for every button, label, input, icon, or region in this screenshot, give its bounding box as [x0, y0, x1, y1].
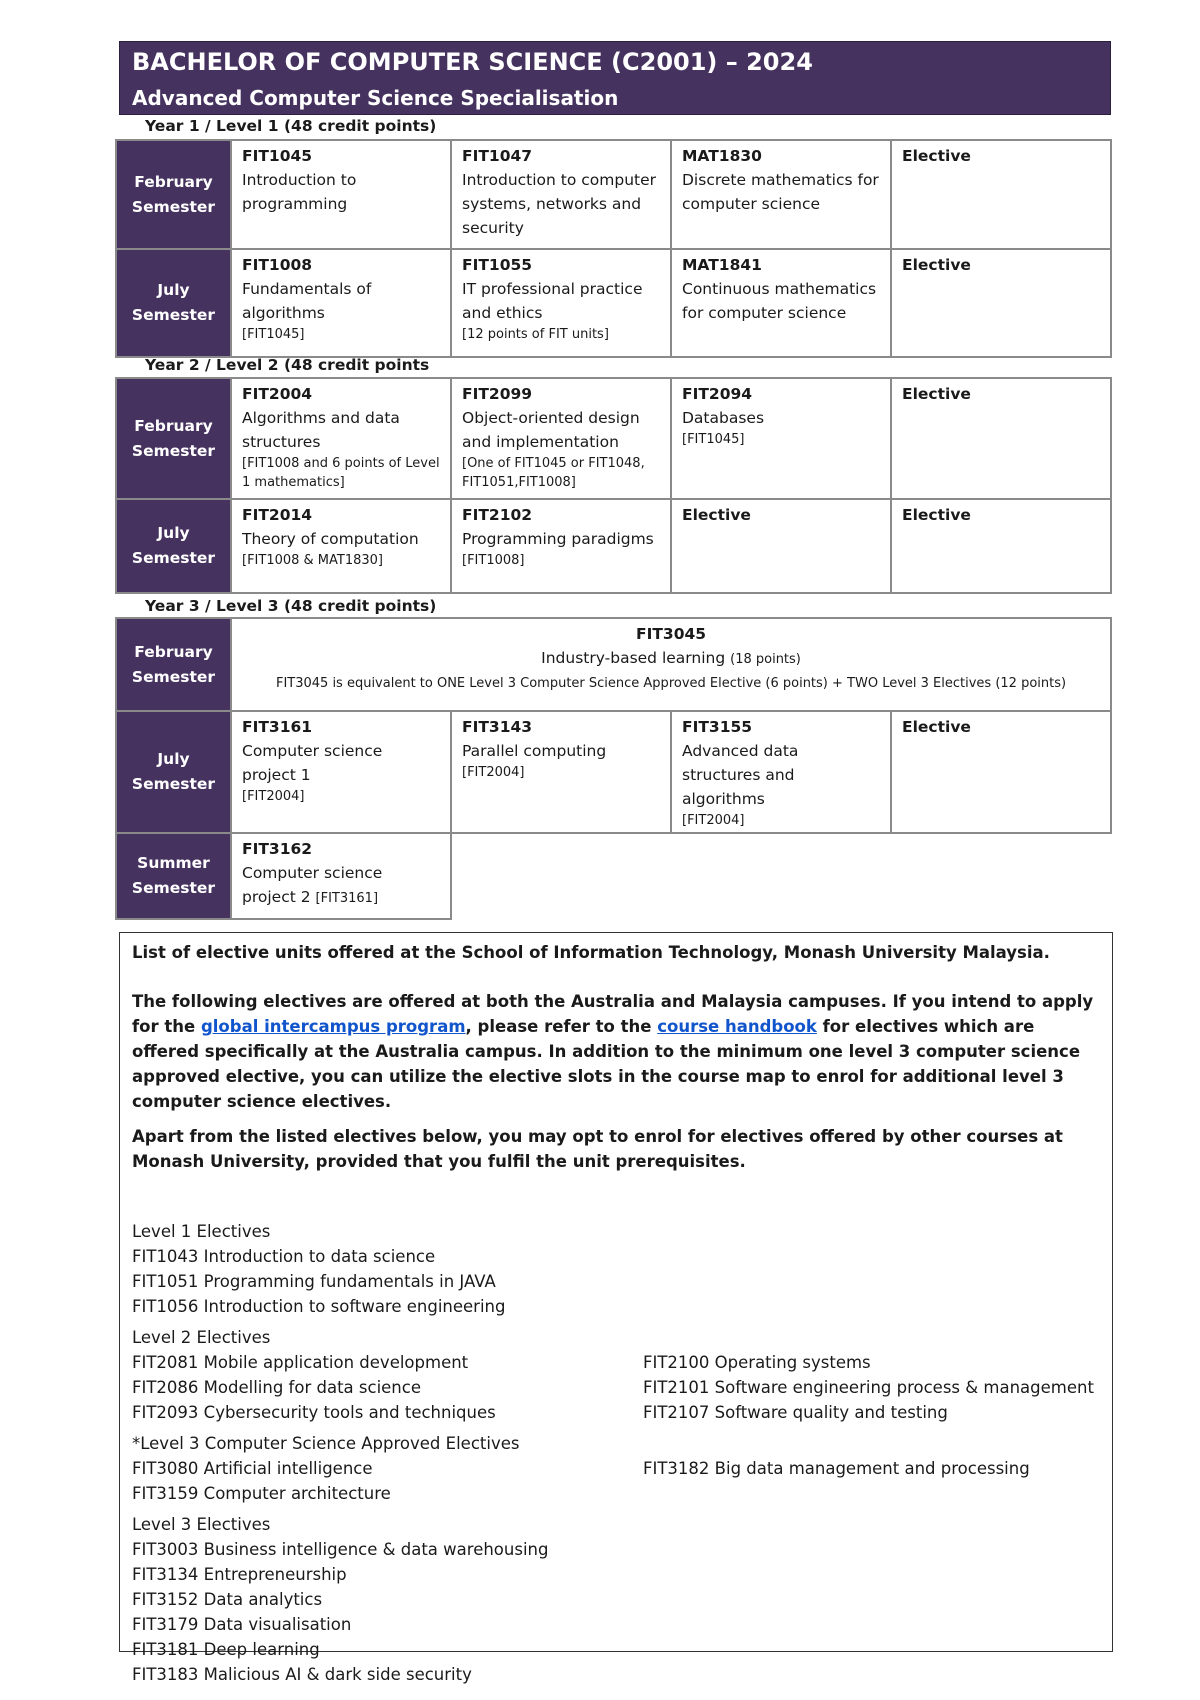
elective-label: Elective — [902, 718, 971, 736]
info-p1-text-b: , please refer to the — [465, 1017, 658, 1036]
elective-cell — [891, 499, 1111, 593]
semester-cell — [116, 499, 231, 593]
course-title: BACHELOR OF COMPUTER SCIENCE (C2001) – 2024 — [132, 48, 813, 76]
semester-name: February — [134, 172, 213, 191]
elective-label: Elective — [902, 256, 971, 274]
unit-cell — [231, 140, 451, 249]
year1-feb-row — [116, 140, 1111, 249]
unit-prereq: [One of FIT1045 or FIT1048, FIT1051,FIT1008] — [462, 456, 645, 490]
semester-cell — [116, 833, 231, 919]
semester-word: Semester — [131, 667, 216, 686]
elective-item: FIT3134 Entrepreneurship — [132, 1565, 347, 1584]
year2-table — [115, 377, 1112, 594]
unit-code: FIT2099 — [462, 385, 533, 403]
year2-label: Year 2 / Level 2 (48 credit points — [145, 356, 430, 374]
unit-cell — [231, 499, 451, 593]
level3-approved-electives — [132, 1431, 1100, 1506]
unit-prereq: [FIT1008 and 6 points of Level 1 mathematics] — [242, 456, 440, 490]
unit-code: FIT1045 — [242, 147, 313, 165]
unit-prereq: [FIT3161] — [315, 891, 379, 906]
info-paragraph-2: Apart from the listed electives below, you may opt to enrol for electives offered by other courses at Monash University, provided that you fulfil the unit prerequisites. — [132, 1127, 1063, 1171]
info-p1-text-a: The following electives are offered at both the Australia and Malaysia campuses. If you intend to apply for the — [132, 992, 1094, 1036]
unit-code: FIT2014 — [242, 506, 313, 524]
elective-cell — [891, 249, 1111, 357]
industry-learning-cell — [231, 618, 1111, 711]
unit-cell — [451, 378, 671, 499]
unit-name: IT professional practice and ethics — [462, 280, 643, 322]
unit-prereq: [FIT1045] — [242, 327, 305, 342]
unit-prereq: [FIT2004] — [242, 789, 305, 804]
year3-feb-row — [116, 618, 1111, 711]
year3-table — [115, 617, 1112, 920]
level1-title: Level 1 Electives — [132, 1222, 271, 1241]
elective-item: FIT2093 Cybersecurity tools and techniques — [132, 1403, 496, 1422]
elective-item: FIT3179 Data visualisation — [132, 1615, 352, 1634]
unit-cell — [451, 499, 671, 593]
unit-code: MAT1841 — [682, 256, 762, 274]
unit-cell — [671, 140, 891, 249]
elective-item: FIT1051 Programming fundamentals in JAVA — [132, 1272, 496, 1291]
unit-code: FIT3155 — [682, 718, 753, 736]
elective-label: Elective — [902, 147, 971, 165]
unit-name: Discrete mathematics for computer science — [682, 171, 879, 213]
elective-item: FIT3159 Computer architecture — [132, 1484, 391, 1503]
unit-cell — [671, 378, 891, 499]
semester-name: February — [134, 416, 213, 435]
semester-name: July — [157, 750, 190, 768]
info-p1-text-c: for electives which are offered specifically at the Australia campus. In addition to the minimum one level 3 computer science approved elective, you can utilize the elective slots in the course map to enrol for additional level 3 computer science electives. — [132, 1017, 1081, 1111]
year3-sum-row — [116, 833, 1111, 919]
unit-name: Industry-based learning — [541, 649, 726, 667]
unit-name: Computer science project 2 — [242, 864, 383, 906]
elective-item: FIT3182 Big data management and processing — [643, 1459, 1030, 1478]
semester-cell — [116, 378, 231, 499]
level2-electives — [132, 1325, 1100, 1425]
unit-code: FIT1047 — [462, 147, 533, 165]
elective-row — [132, 1456, 1100, 1481]
unit-cell — [231, 833, 451, 919]
global-intercampus-link[interactable]: global intercampus program — [200, 1017, 466, 1036]
semester-word: Semester — [131, 441, 216, 460]
unit-points: (18 points) — [730, 652, 801, 667]
empty-cell — [451, 833, 1111, 919]
elective-row — [132, 1375, 1100, 1400]
year2-feb-row — [116, 378, 1111, 499]
unit-code: MAT1830 — [682, 147, 762, 165]
elective-item: FIT1056 Introduction to software engineering — [132, 1297, 506, 1316]
unit-prereq: [FIT1008 & MAT1830] — [242, 553, 384, 568]
elective-item: FIT3080 Artificial intelligence — [132, 1459, 373, 1478]
elective-item: FIT3152 Data analytics — [132, 1590, 323, 1609]
unit-name: Computer science project 1 — [242, 742, 383, 784]
level2-title: Level 2 Electives — [132, 1328, 271, 1347]
elective-item: FIT3181 Deep learning — [132, 1640, 320, 1659]
year3-jul-row — [116, 711, 1111, 833]
level3-title: Level 3 Electives — [132, 1515, 271, 1534]
elective-cell — [671, 499, 891, 593]
unit-prereq: [FIT2004] — [682, 813, 745, 828]
elective-item: FIT2107 Software quality and testing — [643, 1403, 948, 1422]
unit-prereq: [12 points of FIT units] — [462, 327, 609, 342]
unit-prereq: [FIT2004] — [462, 765, 525, 780]
unit-name: Continuous mathematics for computer science — [682, 280, 877, 322]
unit-code: FIT2094 — [682, 385, 753, 403]
unit-cell — [231, 711, 451, 833]
semester-name: July — [157, 281, 190, 299]
unit-code: FIT1055 — [462, 256, 533, 274]
semester-cell — [116, 711, 231, 833]
elective-row — [132, 1400, 1100, 1425]
unit-code: FIT3045 — [635, 625, 707, 643]
semester-name: July — [157, 524, 190, 542]
unit-cell — [451, 140, 671, 249]
unit-cell — [231, 378, 451, 499]
year1-label: Year 1 / Level 1 (48 credit points) — [145, 117, 437, 135]
unit-cell — [451, 249, 671, 357]
elective-label: Elective — [902, 506, 971, 524]
course-header — [119, 41, 1111, 115]
unit-cell — [231, 249, 451, 357]
unit-code: FIT2004 — [242, 385, 313, 403]
elective-cell — [891, 140, 1111, 249]
semester-word: Semester — [131, 306, 216, 324]
year3-label: Year 3 / Level 3 (48 credit points) — [145, 597, 437, 615]
unit-prereq: [FIT1008] — [462, 553, 525, 568]
year1-table — [115, 139, 1112, 358]
unit-name: Theory of computation — [242, 530, 419, 548]
unit-code: FIT3161 — [242, 718, 313, 736]
unit-cell — [451, 711, 671, 833]
semester-word: Semester — [131, 549, 216, 567]
elective-item: FIT2086 Modelling for data science — [132, 1378, 421, 1397]
elective-label: Elective — [902, 385, 971, 403]
elective-label: Elective — [682, 506, 751, 524]
unit-name: Object-oriented design and implementation — [462, 409, 640, 451]
elective-cell — [891, 378, 1111, 499]
semester-name: February — [134, 642, 213, 661]
semester-cell — [116, 249, 231, 357]
semester-cell — [116, 140, 231, 249]
elective-item: FIT2081 Mobile application development — [132, 1353, 469, 1372]
unit-name: Algorithms and data structures — [242, 409, 400, 451]
unit-prereq: [FIT1045] — [682, 432, 745, 447]
semester-name: Summer — [137, 854, 210, 872]
unit-name: Parallel computing — [462, 742, 607, 760]
elective-item: FIT1043 Introduction to data science — [132, 1247, 436, 1266]
info-paragraph-1 — [132, 989, 1100, 1114]
elective-row — [132, 1481, 1100, 1506]
unit-name: Introduction to computer systems, networks and security — [462, 171, 657, 237]
course-handbook-link[interactable]: course handbook — [657, 1017, 817, 1036]
level1-electives — [132, 1219, 1100, 1319]
specialisation-title: Advanced Computer Science Specialisation — [132, 86, 619, 110]
unit-name: Fundamentals of algorithms — [242, 280, 372, 322]
info-heading: List of elective units offered at the School of Information Technology, Monash University Malaysia. — [132, 943, 1050, 962]
elective-item: FIT3183 Malicious AI & dark side security — [132, 1665, 472, 1684]
unit-code: FIT2102 — [462, 506, 533, 524]
elective-item: FIT2100 Operating systems — [643, 1353, 871, 1372]
unit-name: Advanced data structures and algorithms — [682, 742, 799, 808]
semester-word: Semester — [131, 879, 216, 897]
unit-name: Databases — [682, 409, 765, 427]
unit-cell — [671, 711, 891, 833]
elective-item: FIT3003 Business intelligence & data warehousing — [132, 1540, 549, 1559]
unit-code: FIT3143 — [462, 718, 533, 736]
year1-jul-row — [116, 249, 1111, 357]
unit-cell — [671, 249, 891, 357]
year2-jul-row — [116, 499, 1111, 593]
semester-word: Semester — [131, 775, 216, 793]
elective-cell — [891, 711, 1111, 833]
electives-info-box — [119, 932, 1113, 1684]
level3-approved-title: *Level 3 Computer Science Approved Electives — [132, 1434, 520, 1453]
unit-code: FIT1008 — [242, 256, 313, 274]
semester-cell — [116, 618, 231, 711]
unit-name: Introduction to programming — [242, 171, 357, 213]
elective-item: FIT2101 Software engineering process & management — [643, 1378, 1094, 1397]
level3-electives — [132, 1512, 1100, 1687]
unit-note: FIT3045 is equivalent to ONE Level 3 Computer Science Approved Elective (6 points) + TWO Level 3 Electives (12 points) — [275, 676, 1067, 691]
semester-word: Semester — [131, 197, 216, 216]
elective-row — [132, 1350, 1100, 1375]
unit-code: FIT3162 — [242, 840, 313, 858]
unit-name: Programming paradigms — [462, 530, 654, 548]
